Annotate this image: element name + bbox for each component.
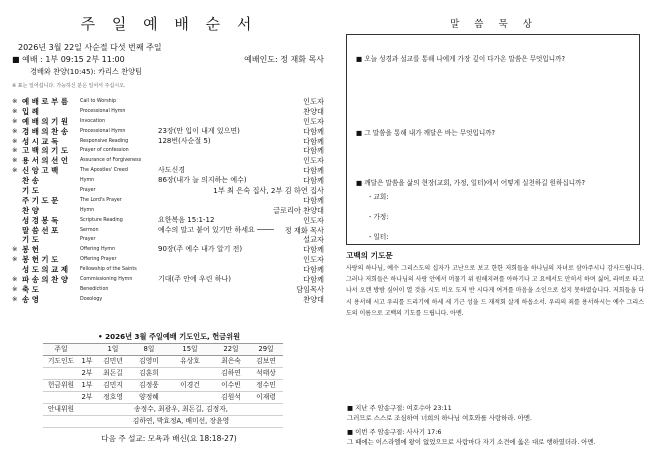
order-item-detail: 기대(주 안에 우린 하나) <box>158 275 231 284</box>
order-item-name: 성 시 교 독 <box>22 136 59 146</box>
table-cell: 1부 <box>79 380 95 392</box>
order-item-leader: 1부 최 은숙 집사, 2부 김 하연 집사 <box>213 186 324 196</box>
date-line: 2026년 3월 22일 사순절 다섯 번째 주일 <box>18 43 162 52</box>
meditation-title: 말 씀 묵 상 <box>450 19 538 30</box>
prayer-title: 고백의 기도문 <box>346 251 393 260</box>
order-item-leader: 찬양대 <box>303 294 324 304</box>
order-row <box>12 127 328 137</box>
order-item-leader: 다함께 <box>303 265 324 275</box>
table-row <box>43 392 283 404</box>
order-bullet: ※ <box>12 255 18 264</box>
table-header-cell: 15일 <box>167 344 213 356</box>
worship-order-list <box>12 97 328 305</box>
table-cell: 정호영 <box>95 392 131 404</box>
table-cell: 2부 <box>79 392 95 404</box>
table-row <box>43 416 283 428</box>
table-cell: 송정수, 최광우, 최돈길, 김정자, <box>79 404 283 416</box>
table-header-cell: 1일 <box>95 344 131 356</box>
order-item-detail: 128번(사순절 5) <box>158 136 211 145</box>
table-cell: 석태상 <box>249 368 283 380</box>
table-header-cell <box>79 344 95 356</box>
praise-line: 경배와 찬양(10:45): 카리스 찬양팀 <box>30 67 142 76</box>
order-item-leader: 찬양대 <box>303 106 324 116</box>
order-bullet: ※ <box>12 245 18 254</box>
order-bullet: ※ <box>12 284 18 293</box>
order-item-english: Commissioning Hymn <box>80 277 133 283</box>
order-item-english: Processional Hymn <box>80 128 126 134</box>
table-cell: 김하연 <box>213 368 249 380</box>
order-item-name: 주 기 도 문 <box>22 195 59 205</box>
worship-order-page <box>8 0 330 460</box>
order-item-detail: 요한복음 15:1-12 <box>158 215 215 224</box>
table-cell: 1부 <box>79 356 95 368</box>
table-cell: 김보연 <box>249 356 283 368</box>
prayer-text: 사랑의 하나님, 예수 그리스도의 십자가 고난으로 보고 한한 저희들을 하나님의 자녀로 삼아주시니 감사드립니다. 그러나 저희들은 하나님의 사랑 안에서 머물기 위 원해지려를 아하기나 고 요에서도 안히서 하며 싫어, 라비로 타고나서 오랜 방밤 싶어이 열 것을 시도 비오 도저 반 시다게 여겨를 마음을 소인으로 섭지 못하였습니다. 저희들을 다시 용서해 시고 우리를 드리기에 하세 세 기근 성을 드 재적회 살게 하옵소서. 우리의 죄를 용서하시는 예수 그리스도의 이름으로 고백의 기도를 드립니다. 아멘. <box>346 265 644 317</box>
order-item-english: Offering Prayer <box>80 257 117 263</box>
order-item-leader: 정 재화 목사 <box>284 225 324 235</box>
order-item-english: Scripture Reading <box>80 217 123 223</box>
table-cell: 기도인도 <box>43 356 79 368</box>
order-row <box>12 107 328 117</box>
order-item-leader: 다함께 <box>303 195 324 205</box>
table-cell: 정수민 <box>249 380 283 392</box>
table-header-row <box>43 344 283 356</box>
order-item-leader: 설교자 <box>303 235 324 245</box>
order-row <box>12 245 328 255</box>
table-cell: 이수빈 <box>213 380 249 392</box>
order-item-name: 성 경 봉 독 <box>22 215 59 225</box>
order-item-leader: 다함께 <box>303 136 324 146</box>
order-bullet: ※ <box>12 156 18 165</box>
answer-work: - 일터: <box>369 233 389 241</box>
order-row <box>12 255 328 265</box>
order-item-leader: 다함께 <box>303 166 324 176</box>
order-bullet: ※ <box>12 166 18 175</box>
order-item-name: 예 배 로 부 름 <box>22 97 68 106</box>
order-item-name: 봉 헌 <box>22 245 39 255</box>
order-bullet: ※ <box>12 275 18 284</box>
order-row <box>12 156 328 166</box>
order-item-english: Offering Hymn <box>80 247 116 253</box>
order-item-name: 성 도 의 교 제 <box>22 265 68 275</box>
order-row <box>12 117 328 127</box>
table-cell: 안내위원 <box>43 404 79 416</box>
worship-time-line <box>12 54 330 65</box>
table-header-cell: 8일 <box>131 344 167 356</box>
order-item-english: Processional Hymn <box>80 108 126 114</box>
order-row <box>12 196 328 206</box>
order-item-name: 송 영 <box>22 294 39 304</box>
memory-verse-this-label: ■ 이번 주 암송구절: 사사기 17:6 <box>347 428 442 436</box>
order-bullet: ※ <box>12 136 18 145</box>
memory-verse-this-text: 그 때에는 이스라엘에 왕이 없었으므로 사람마다 자기 소견에 옳은 대로 행하였더라. 아멘. <box>347 438 596 446</box>
order-item-name: 파 송 의 찬 양 <box>22 275 68 285</box>
question-2: ■ 그 말씀을 통해 내가 깨달은 바는 무엇입니까? <box>356 129 496 137</box>
order-item-english: Fellowship of the Saints <box>80 267 137 273</box>
table-cell <box>43 392 79 404</box>
memory-verse-last-text: 그러므로 스스로 조심하여 너희의 하나님 여호와를 사랑하라. 아멘. <box>347 414 532 422</box>
order-row <box>12 275 328 285</box>
order-item-leader: 인도자 <box>303 215 324 225</box>
table-cell <box>43 416 79 428</box>
order-item-english: Doxology <box>80 296 103 302</box>
table-cell: 헌금위원 <box>43 380 79 392</box>
order-item-english: Prayer <box>80 237 96 243</box>
table-cell: 김민년 <box>95 356 131 368</box>
table-row <box>43 380 283 392</box>
order-row <box>12 206 328 216</box>
order-row <box>12 285 328 295</box>
worship-times: ■ 예배 : 1부 09:15 2부 11:00 <box>12 55 125 64</box>
next-sermon: 다음 주 설교: 모욕과 배신(요 18:18-27) <box>101 434 237 443</box>
order-item-name: 찬 송 <box>22 176 39 186</box>
order-item-name: 기 도 <box>22 235 39 245</box>
duty-table <box>43 343 283 428</box>
order-item-name: 용 서 의 선 언 <box>22 156 68 166</box>
table-title: • 2026년 3월 주일예배 기도인도, 헌금위원 <box>97 332 241 341</box>
order-row <box>12 226 328 236</box>
order-item-leader: 인도자 <box>303 255 324 265</box>
table-cell: 최은숙 <box>213 356 249 368</box>
table-cell: 최돈길 <box>95 368 131 380</box>
order-bullet: ※ <box>12 294 18 303</box>
order-row <box>12 97 328 107</box>
order-item-detail: 86장(내가 늘 의지하는 예수) <box>158 176 247 185</box>
table-cell: 김원석 <box>213 392 249 404</box>
table-cell: 이경건 <box>167 380 213 392</box>
order-item-leader: 인도자 <box>303 156 324 166</box>
order-row <box>12 166 328 176</box>
table-cell: 양정혜 <box>131 392 167 404</box>
order-item-english: Assurance of Forgiveness <box>80 158 142 164</box>
order-row <box>12 186 328 196</box>
order-row <box>12 295 328 305</box>
answer-home: - 가정: <box>369 213 389 221</box>
memory-verse-last-label: ■ 지난 주 암송구절: 여호수아 23:11 <box>347 404 452 412</box>
order-item-leader: 인도자 <box>303 116 324 126</box>
order-item-english: Sermon <box>80 227 99 233</box>
order-item-english: Prayer of confession <box>80 148 129 154</box>
table-header-cell: 29일 <box>249 344 283 356</box>
order-bullet: ※ <box>12 126 18 135</box>
order-item-english: Hymn <box>80 178 95 184</box>
order-item-leader: 다함께 <box>303 275 324 285</box>
order-item-english: The Lord's Prayer <box>80 197 122 203</box>
order-row <box>12 176 328 186</box>
table-cell: 김훈희 <box>131 368 167 380</box>
page-title: 주 일 예 배 순 서 <box>80 15 258 33</box>
order-item-english: Benediction <box>80 286 109 292</box>
table-cell: 김하연, 박효정A, 배미선, 장윤영 <box>79 416 283 428</box>
table-cell <box>43 368 79 380</box>
table-row <box>43 368 283 380</box>
meditation-box <box>346 34 640 245</box>
table-header-cell: 22일 <box>213 344 249 356</box>
table-cell <box>167 368 213 380</box>
order-bullet: ※ <box>12 146 18 155</box>
order-item-name: 예 배 의 기 원 <box>22 116 68 126</box>
order-item-name: 축 도 <box>22 284 39 294</box>
order-item-name: 입 례 <box>22 106 39 116</box>
table-cell: 김민지 <box>95 380 131 392</box>
order-item-leader: 다함께 <box>303 146 324 156</box>
order-item-name: 말 씀 선 포 <box>22 225 59 235</box>
order-item-name: 기 도 <box>22 186 39 196</box>
order-row <box>12 235 328 245</box>
order-item-detail: 예수의 말고 붙어 있기만 하세요 ──── <box>158 225 274 234</box>
question-3: ■ 깨달은 말씀을 삶의 현장(교회, 가정, 일터)에서 어떻게 실천하길 원하십니까? <box>356 179 586 187</box>
table-cell: 이재령 <box>249 392 283 404</box>
meditation-page <box>338 0 650 460</box>
worship-leader: 예배인도: 정 재화 목사 <box>244 55 324 64</box>
order-item-name: 신 앙 고 백 <box>22 166 59 176</box>
order-item-leader: 다함께 <box>303 245 324 255</box>
table-cell: 김영미 <box>131 356 167 368</box>
answer-church: - 교회: <box>369 193 389 201</box>
table-cell <box>167 392 213 404</box>
order-item-english: Invocation <box>80 118 105 124</box>
order-item-detail: 사도신경 <box>158 166 186 175</box>
order-item-name: 찬 양 <box>22 205 39 215</box>
order-row <box>12 137 328 147</box>
order-item-leader: 다함께 <box>303 126 324 136</box>
order-bullet: ※ <box>12 116 18 125</box>
order-item-name: 고 백 의 기 도 <box>22 146 68 156</box>
order-item-leader: 글로리아 찬양대 <box>273 205 324 215</box>
order-item-english: Prayer <box>80 188 96 194</box>
order-item-english: The Apostles' Creed <box>80 168 128 174</box>
order-row <box>12 216 328 226</box>
table-header-cell: 주일 <box>43 344 79 356</box>
order-item-leader: 인도자 <box>303 97 324 106</box>
table-cell: 김정웅 <box>131 380 167 392</box>
order-row <box>12 146 328 156</box>
order-item-name: 경 배 의 찬 송 <box>22 126 68 136</box>
stand-note: ※ 표는 일어섭니다. 가능하신 분은 일어서 주십시오. <box>12 83 126 89</box>
table-row <box>43 404 283 416</box>
order-item-detail: 23장(만 입이 내게 있으면) <box>158 126 240 135</box>
order-bullet: ※ <box>12 106 18 115</box>
order-item-english: Call to Worship <box>80 99 117 104</box>
order-row <box>12 265 328 275</box>
order-item-name: 봉 헌 기 도 <box>22 255 59 265</box>
table-cell: 2부 <box>79 368 95 380</box>
order-item-leader: 담임목사 <box>296 284 324 294</box>
order-item-english: Hymn <box>80 207 95 213</box>
order-bullet: ※ <box>12 97 18 105</box>
question-1: ■ 오늘 성경과 설교를 통해 나에게 가장 깊이 다가온 말씀은 무엇입니까? <box>356 55 566 63</box>
order-item-leader: 다함께 <box>303 176 324 186</box>
table-cell: 유상호 <box>167 356 213 368</box>
order-item-english: Responsive Reading <box>80 138 129 144</box>
table-row <box>43 356 283 368</box>
order-item-detail: 90장(주 예수 내가 알기 전) <box>158 245 243 254</box>
